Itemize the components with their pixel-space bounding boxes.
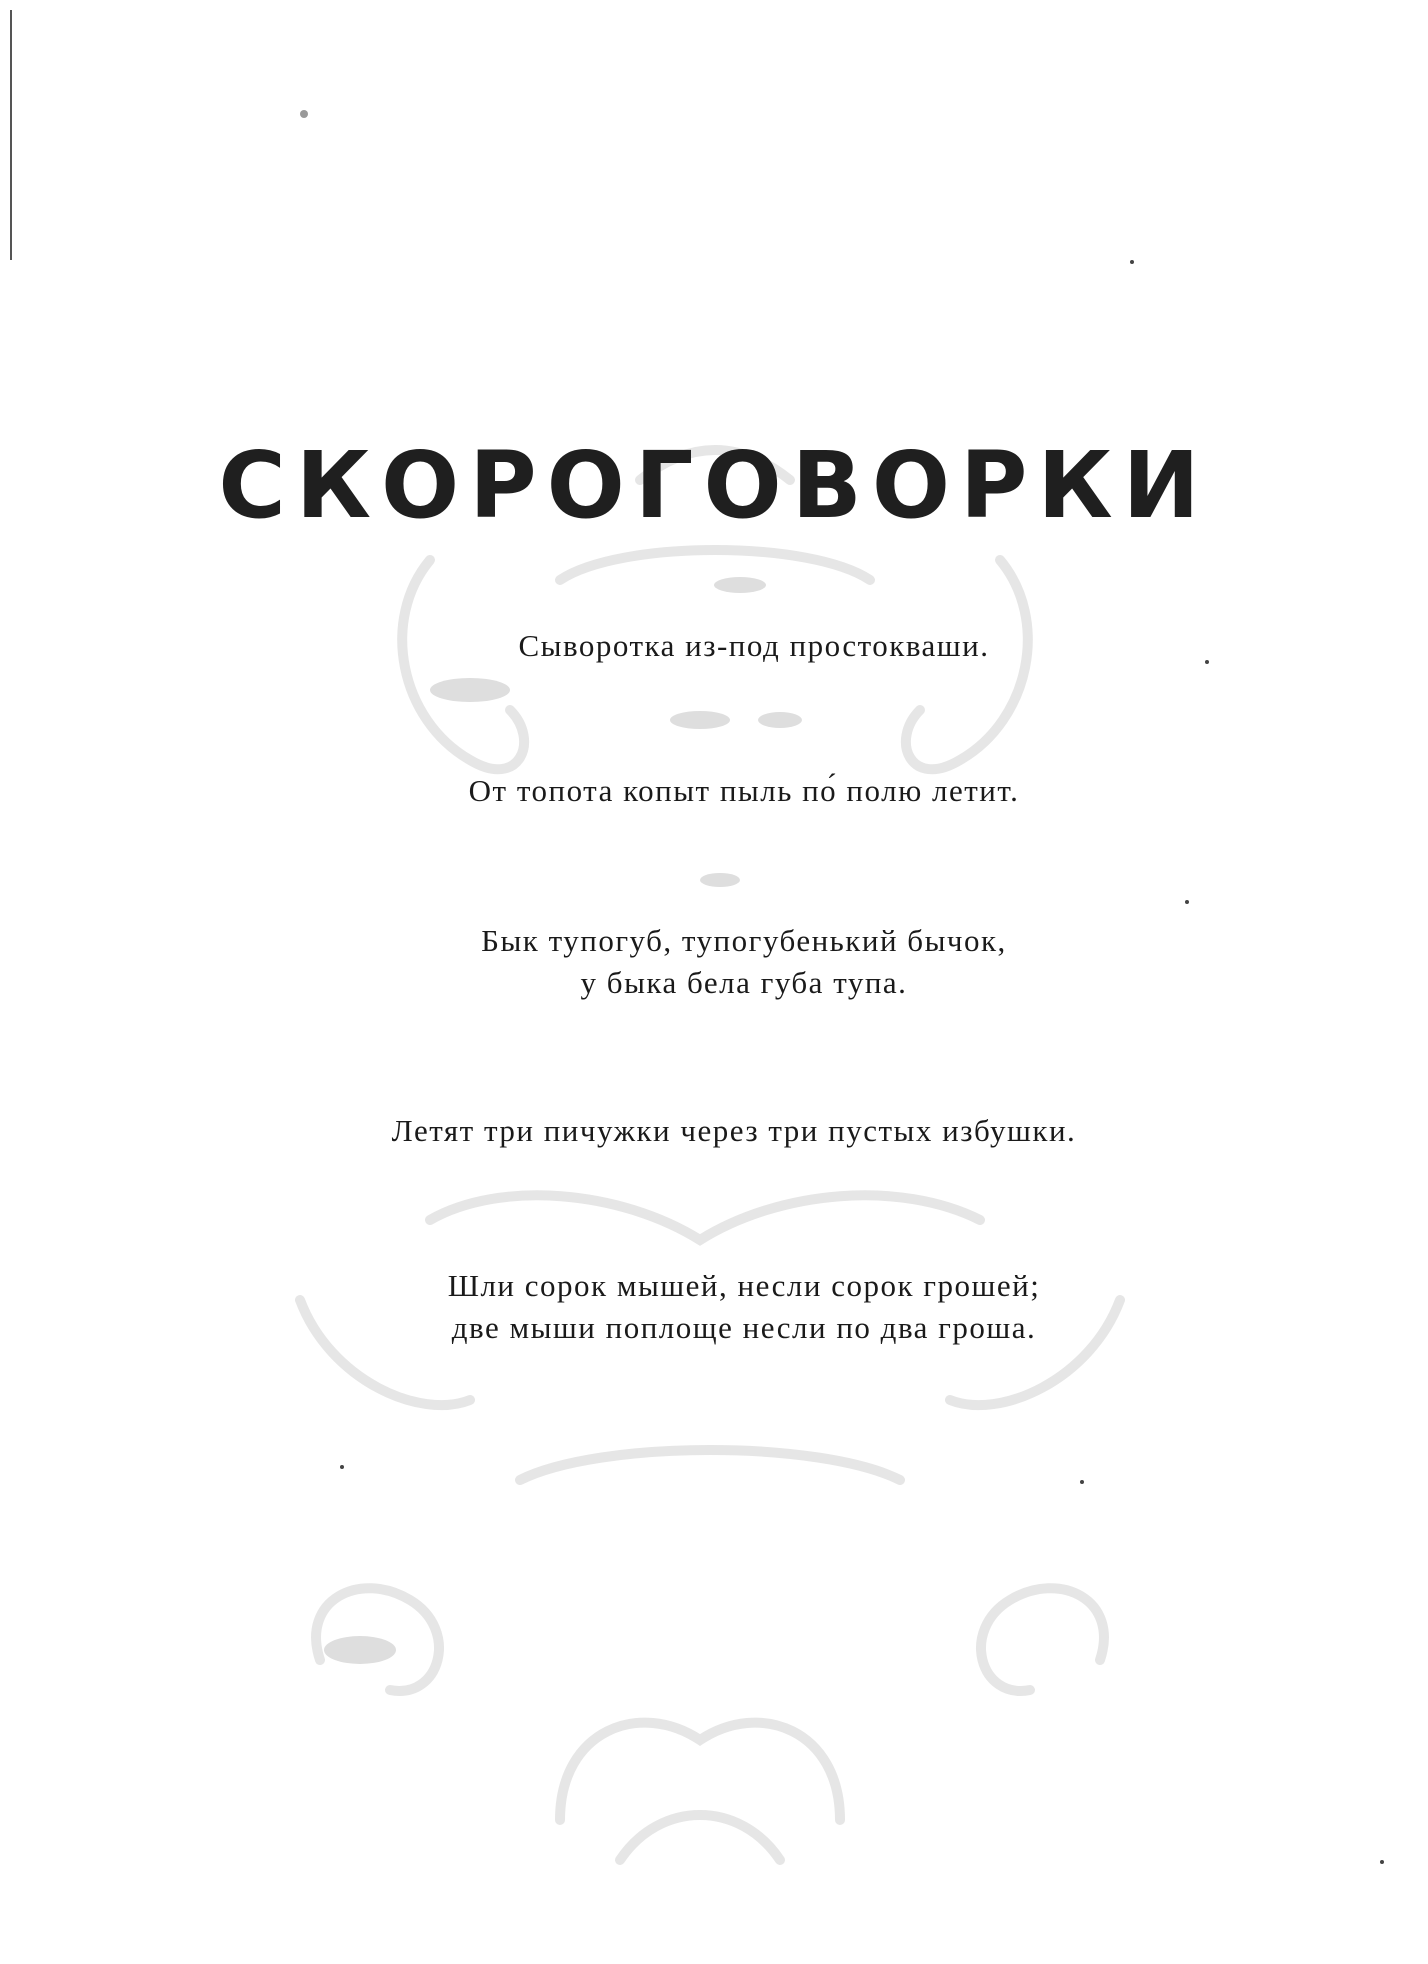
verse-line: у быка бела губа тупа. xyxy=(580,965,908,1000)
scan-speck xyxy=(1130,260,1134,264)
page-title: СКОРОГОВОРКИ xyxy=(218,432,1210,539)
tongue-twister-3 xyxy=(30,920,1428,1004)
verse-line: Бык тупогуб, тупогубенький бычок, xyxy=(481,923,1007,958)
verse-line: две мыши поплоще несли по два гроша. xyxy=(451,1310,1037,1345)
scan-speck xyxy=(340,1465,344,1469)
scan-speck xyxy=(1380,1860,1384,1864)
scan-speck xyxy=(1185,900,1189,904)
verse-line: Летят три пичужки через три пустых избушки. xyxy=(391,1113,1077,1148)
scan-speck xyxy=(1205,660,1209,664)
tongue-twister-5 xyxy=(30,1265,1428,1349)
verse-line: От топота копыт пыль по́ полю летит. xyxy=(468,773,1020,808)
verse-line: Шли сорок мышей, несли сорок грошей; xyxy=(447,1268,1041,1303)
tongue-twister-2 xyxy=(30,770,1428,812)
tongue-twister-4 xyxy=(20,1110,1428,1152)
scan-edge-line xyxy=(10,10,12,260)
tongue-twister-1 xyxy=(40,625,1428,667)
verse-line: Сыворотка из-под простокваши. xyxy=(518,628,990,663)
scan-speck xyxy=(1080,1480,1084,1484)
scan-speck xyxy=(300,110,308,118)
